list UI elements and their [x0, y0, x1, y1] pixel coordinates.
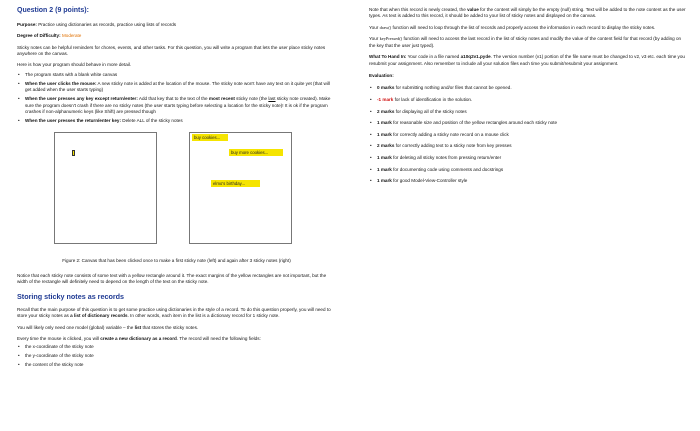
- keypressed-paragraph: Your keyPressed() function will need to access the last record in the list of sticky notes and modify the value of the content field for that record (by adding on the key that the user just typed).: [369, 36, 682, 48]
- evaluation-item: [369, 85, 686, 91]
- mark-value: 1 mark: [377, 155, 392, 161]
- behave-paragraph: Here is how your program should behave in more detail.: [17, 62, 132, 68]
- behavior-item: • When the user presses the return/enter key: Delete ALL of the sticky notes: [17, 118, 336, 124]
- mark-description: for good Model-View-Controller style: [391, 178, 468, 184]
- sticky-note: elmo's birthday...: [211, 180, 260, 187]
- mark-value: 1 mark: [377, 166, 392, 172]
- mark-value: -1 mark: [377, 96, 394, 102]
- mark-description: for displaying all of the sticky notes: [394, 108, 467, 114]
- intro-paragraph: Sticky notes can be helpful reminders for chores, events, and other tasks. For this question, you will write a program that lets the user place sticky notes anywhere on the canvas.: [17, 44, 326, 57]
- sticky-note: buy more cookies...: [229, 149, 283, 156]
- mark-description: for submitting nothing and/or files that cannot be opened.: [394, 85, 512, 91]
- evaluation-item: [369, 132, 686, 138]
- mark-value: 2 marks: [377, 143, 395, 149]
- section-title: Storing sticky notes as records: [17, 291, 125, 301]
- fields-list: [17, 344, 336, 368]
- evaluation-item: [369, 143, 686, 149]
- every-paragraph: Every time the mouse is clicked, you will create a new dictionary as a record. The record will need the following fields:: [17, 335, 261, 341]
- evaluation-item: [369, 155, 686, 161]
- canvas-left: [54, 132, 157, 244]
- figure-caption: Figure 2: Canvas that has been clicked once to make a first sticky note (left) and again after 3 sticky notes (right): [62, 258, 291, 264]
- note-paragraph: Note that when this record is newly created, the value for the content will simply be the empty (null) string. Text will be added to the note content as the user types. As text is added to this record, it should be added to your list of sticky notes and displayed on the canvas.: [369, 7, 686, 19]
- evaluation-item: [369, 120, 686, 126]
- behavior-item: • When the user clicks the mouse: A new sticky note is added at the location of the mouse. The sticky note won't have any text on it quite yet (that will get added when the user starts typing): [17, 81, 336, 94]
- right-page: [350, 0, 700, 431]
- field-item: • the y-coordinate of the sticky note: [17, 353, 336, 359]
- question-title: Question 2 (9 points):: [17, 7, 89, 14]
- draw-paragraph: Your draw() function will need to loop through the list of records and properly access the information in each record to display the sticky notes.: [369, 24, 656, 30]
- mark-value: 1 mark: [377, 178, 392, 184]
- mark-value: 1 mark: [377, 131, 392, 137]
- evaluation-item: [369, 178, 686, 184]
- difficulty-line: Degree of Difficulty: Moderate: [17, 33, 82, 39]
- evaluation-item: [369, 97, 686, 103]
- draw-function: draw(): [379, 24, 392, 30]
- field-item: • the content of the sticky note: [17, 362, 336, 368]
- model-paragraph: You will likely only need one model (global) variable – the list that stores the sticky notes.: [17, 324, 199, 330]
- evaluation-item: [369, 109, 686, 115]
- behavior-item: • The program starts with a blank white canvas: [17, 72, 336, 78]
- behavior-item: • When the user presses any key except return/enter: Add that key that to the text of the most recent sticky note (the last sticky note created). Make sure the program doesn't crash if there are no sticky notes (the user starts typing before selecting a location for the sticky note)! It is ok if the program crashes if non-alphanumeric keys (like Shift) are pressed though: [17, 96, 336, 115]
- keypressed-function: keyPressed(): [379, 36, 403, 42]
- evaluation-list: [369, 85, 686, 184]
- evaluation-title: Evaluation:: [369, 72, 394, 78]
- mark-value: 1 mark: [377, 120, 392, 126]
- mark-description: for lack of identification in the solution.: [393, 96, 473, 102]
- notice-paragraph: Notice that each sticky note consists of some text with a yellow rectangle around it. The exact margins of the yellow rectangles are not important, but the width of the rectangle will definitely need to depend on the length of the text on the sticky note.: [17, 272, 327, 285]
- mark-description: for deleting all sticky notes from pressing return/enter: [391, 155, 502, 161]
- mark-description: for correctly adding a sticky note record on a mouse click: [391, 131, 509, 137]
- mark-description: for correctly adding text to a sticky note from key presses: [394, 143, 512, 149]
- evaluation-item: [369, 167, 686, 173]
- mark-description: for documenting code using comments and docstrings: [391, 166, 504, 172]
- mark-value: 2 marks: [377, 108, 395, 114]
- difficulty-value: Moderate: [61, 33, 82, 39]
- sticky-note: buy cookies...: [192, 134, 228, 141]
- field-item: • the x-coordinate of the sticky note: [17, 344, 336, 350]
- empty-sticky-note: [72, 150, 75, 156]
- handin-paragraph: What To Hand In: Your code in a file named a10q2v1.pyde. The version number (v1) portion of the file name must be changed to v2, v3 etc. each time you resubmit your assignment. Also remember to include all your solution files each time you submit/resubmit your assignment.: [369, 54, 685, 66]
- mark-value: 0 marks: [377, 85, 395, 91]
- canvas-right: [189, 132, 292, 244]
- mark-description: for reasonable size and position of the yellow rectangles around each sticky note: [391, 120, 558, 126]
- recall-paragraph: Recall that the main purpose of this question is to get some practice using dictionaries in the style of a record. To do this question properly, you will need to store your sticky notes as a list of dictionary records. In other words, each item in the list is a dictionary record for 1 sticky note.: [17, 306, 331, 319]
- purpose-line: Purpose: Practice using dictionaries as records, practice using lists of records: [17, 21, 177, 27]
- figure-canvases: [17, 132, 336, 250]
- behavior-list: [17, 72, 336, 124]
